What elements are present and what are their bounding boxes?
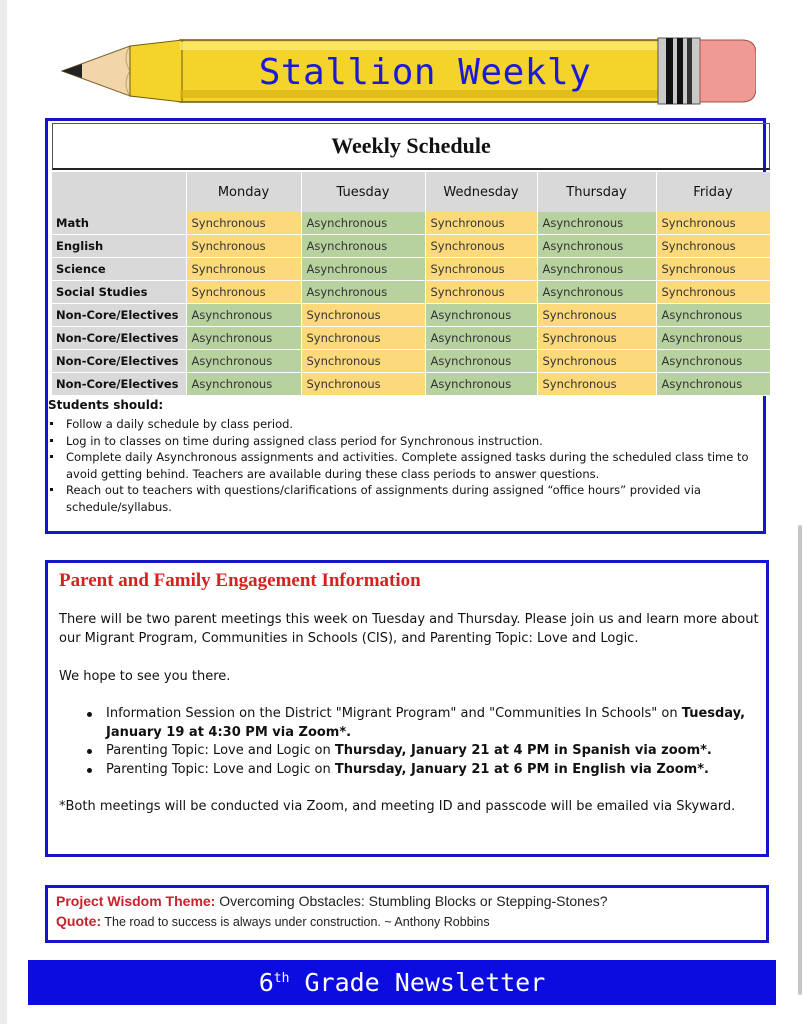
schedule-cell: Synchronous	[425, 281, 537, 304]
schedule-title: Weekly Schedule	[52, 123, 770, 170]
schedule-cell: Asynchronous	[656, 304, 770, 327]
schedule-cell: Asynchronous	[537, 281, 656, 304]
meeting-list	[85, 705, 755, 779]
schedule-cell: Synchronous	[425, 212, 537, 235]
schedule-cell: Synchronous	[537, 327, 656, 350]
day-header: Friday	[656, 172, 770, 212]
parent-engagement-intro: There will be two parent meetings this week on Tuesday and Thursday. Please join us and learn more about our Migrant Program, Communities in Schools (CIS), and Parenting Topic: Love and Logic.	[59, 612, 759, 646]
schedule-cell: Synchronous	[537, 373, 656, 396]
schedule-cell: Asynchronous	[537, 212, 656, 235]
page-left-edge	[0, 0, 7, 1024]
schedule-cell: Asynchronous	[425, 373, 537, 396]
table-row	[52, 304, 770, 327]
schedule-cell: Synchronous	[301, 327, 425, 350]
schedule-cell: Asynchronous	[186, 350, 301, 373]
day-header: Wednesday	[425, 172, 537, 212]
newsletter-title: Stallion Weekly	[258, 51, 592, 93]
wisdom-quote-label: Quote:	[56, 913, 102, 929]
schedule-cell: Synchronous	[656, 212, 770, 235]
schedule-corner-cell	[52, 172, 186, 212]
schedule-cell: Asynchronous	[656, 327, 770, 350]
subject-cell: Non-Core/Electives	[52, 304, 186, 327]
schedule-cell: Synchronous	[537, 304, 656, 327]
schedule-cell: Asynchronous	[537, 258, 656, 281]
meeting-date: Tuesday, January 19 at 4:30 PM via Zoom*.	[106, 706, 746, 740]
table-row	[52, 258, 770, 281]
parent-engagement-hope: We hope to see you there.	[59, 669, 231, 684]
scrollbar[interactable]	[798, 525, 802, 995]
schedule-cell: Synchronous	[425, 258, 537, 281]
schedule-cell: Synchronous	[186, 212, 301, 235]
schedule-cell: Synchronous	[537, 350, 656, 373]
footer-grade-suffix: th	[273, 971, 290, 986]
subject-cell: Math	[52, 212, 186, 235]
schedule-cell: Asynchronous	[301, 212, 425, 235]
table-row	[52, 327, 770, 350]
students-should-heading: Students should:	[48, 398, 164, 412]
list-item: Parenting Topic: Love and Logic on Thursday, January 21 at 4 PM in Spanish via zoom*.	[85, 742, 755, 761]
table-row	[52, 281, 770, 304]
schedule-cell: Synchronous	[425, 235, 537, 258]
schedule-cell: Synchronous	[301, 350, 425, 373]
table-row	[52, 212, 770, 235]
wisdom-theme-label: Project Wisdom Theme:	[56, 893, 216, 909]
schedule-table	[52, 172, 771, 396]
schedule-cell: Asynchronous	[656, 350, 770, 373]
schedule-cell: Asynchronous	[301, 258, 425, 281]
footer-grade-number: 6	[258, 968, 274, 997]
meeting-date: Thursday, January 21 at 4 PM in Spanish via zoom*.	[334, 743, 712, 758]
wisdom-theme	[56, 893, 608, 909]
schedule-cell: Synchronous	[301, 373, 425, 396]
list-item: Parenting Topic: Love and Logic on Thursday, January 21 at 6 PM in English via Zoom*.	[85, 761, 755, 780]
schedule-cell: Synchronous	[301, 304, 425, 327]
day-header: Monday	[186, 172, 301, 212]
students-should-list	[48, 416, 768, 515]
schedule-cell: Asynchronous	[537, 235, 656, 258]
table-row	[52, 373, 770, 396]
subject-cell: Science	[52, 258, 186, 281]
schedule-cell: Synchronous	[656, 235, 770, 258]
parent-engagement-heading: Parent and Family Engagement Information	[59, 570, 421, 591]
subject-cell: Social Studies	[52, 281, 186, 304]
subject-cell: Non-Core/Electives	[52, 350, 186, 373]
list-item: Reach out to teachers with questions/clarifications of assignments during assigned “office hours” provided via schedule/syllabus.	[48, 482, 768, 515]
subject-cell: Non-Core/Electives	[52, 327, 186, 350]
list-item: Information Session on the District "Migrant Program" and "Communities In Schools" on Tuesday, January 19 at 4:30 PM via Zoom*.	[85, 705, 755, 742]
schedule-cell: Asynchronous	[301, 281, 425, 304]
grade-newsletter-footer	[28, 960, 776, 1005]
schedule-cell: Asynchronous	[425, 350, 537, 373]
schedule-cell: Synchronous	[186, 235, 301, 258]
table-row	[52, 235, 770, 258]
schedule-cell: Asynchronous	[301, 235, 425, 258]
footer-title: Grade Newsletter	[304, 968, 546, 997]
schedule-cell: Synchronous	[656, 258, 770, 281]
schedule-cell: Asynchronous	[186, 373, 301, 396]
schedule-cell: Asynchronous	[425, 304, 537, 327]
list-item: Follow a daily schedule by class period.	[48, 416, 768, 433]
subject-cell: Non-Core/Electives	[52, 373, 186, 396]
schedule-cell: Asynchronous	[425, 327, 537, 350]
schedule-cell: Synchronous	[186, 281, 301, 304]
schedule-cell: Asynchronous	[186, 327, 301, 350]
schedule-cell: Synchronous	[186, 258, 301, 281]
wisdom-quote	[56, 913, 490, 929]
list-item: Log in to classes on time during assigned class period for Synchronous instruction.	[48, 433, 768, 450]
parent-engagement-footnote: *Both meetings will be conducted via Zoom, and meeting ID and passcode will be emailed via Skyward.	[59, 799, 736, 814]
schedule-cell: Asynchronous	[656, 373, 770, 396]
subject-cell: English	[52, 235, 186, 258]
wisdom-quote-text: The road to success is always under construction. ~ Anthony Robbins	[104, 915, 490, 929]
list-item: Complete daily Asynchronous assignments and activities. Complete assigned tasks during the scheduled class time to avoid getting behind. Teachers are available during these class periods to answer questions.	[48, 449, 768, 482]
day-header: Thursday	[537, 172, 656, 212]
wisdom-theme-text: Overcoming Obstacles: Stumbling Blocks or Stepping-Stones?	[219, 893, 608, 909]
day-header: Tuesday	[301, 172, 425, 212]
schedule-cell: Synchronous	[656, 281, 770, 304]
meeting-date: Thursday, January 21 at 6 PM in English via Zoom*.	[334, 761, 709, 777]
schedule-header-row	[52, 172, 770, 212]
table-row	[52, 350, 770, 373]
schedule-cell: Asynchronous	[186, 304, 301, 327]
